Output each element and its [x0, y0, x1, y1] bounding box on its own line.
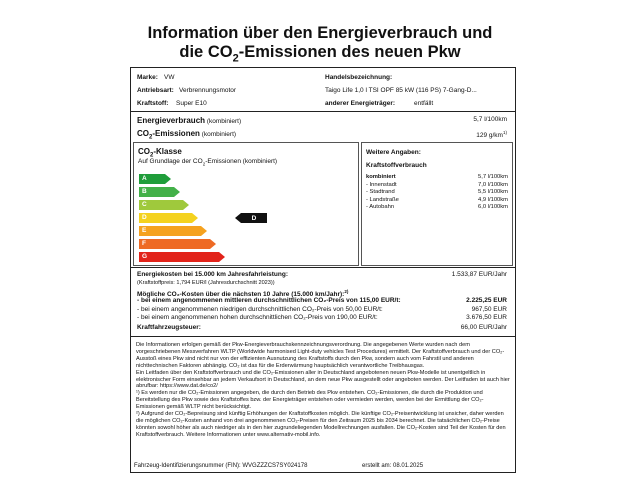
weitere-sub: Kraftstoffverbrauch: [366, 162, 427, 169]
divider-2: [131, 267, 515, 268]
co2-label: [137, 129, 200, 141]
co2-kosten-sup: 2): [344, 289, 349, 294]
co2-class-sub-pre: Auf Grundlage der CO: [138, 158, 203, 165]
weitere-row-value: 5,5 l/100km: [478, 189, 508, 195]
co2-class-heading-sub: 2: [150, 152, 154, 159]
kraftstoff-value: Super E10: [176, 100, 207, 107]
erstellt-row: [362, 462, 423, 470]
fin-value: WVGZZZCS7SY024178: [242, 463, 308, 469]
hoch-value: 3.676,50 EUR: [466, 314, 507, 321]
weitere-row-value: 6,0 l/100km: [478, 204, 508, 210]
weitere-heading: Weitere Angaben:: [366, 149, 421, 156]
co2-class-letter-d: D: [142, 214, 147, 221]
title-co2-post: -Emissionen des neuen Pkw: [238, 43, 461, 61]
energiekosten-sub: (Kraftstoffpreis: 1,794 EUR/l (Jahresdurchschnitt 2023)): [137, 280, 275, 286]
co2-note: (kombiniert): [201, 131, 237, 138]
co2-kosten-label: Mögliche CO₂-Kosten über die nächsten 10 Jahre (15.000 km/Jahr):: [137, 291, 345, 299]
energy-value: 5,7 l/100km: [473, 116, 507, 123]
antrieb-value: Verbrennungsmotor: [179, 87, 237, 94]
co2-class-sub-sub: 2: [202, 161, 206, 167]
co2-label-post: -Emissionen: [152, 129, 200, 138]
co2-class-bar-c: [139, 200, 189, 210]
co2-label-pre: CO: [137, 129, 149, 138]
andere-label: anderer Energieträger:: [325, 100, 396, 107]
weitere-row-value: 4,9 l/100km: [478, 196, 508, 203]
divider-3: [131, 336, 515, 337]
co2-class-bar-d: [139, 213, 198, 223]
hoch-label: - bei einem angenommenen hohen durchschnittlichen CO₂-Preis von 190,00 EUR/t:: [137, 314, 378, 321]
co2-class-sub-post: -Emissionen (kombiniert): [205, 158, 278, 165]
weitere-row-value: 7,0 l/100km: [478, 181, 508, 188]
andere-value: entfällt: [414, 100, 434, 107]
handel-value: Taigo Life 1,0 l TSI OPF 85 kW (116 PS) 7-Gang-D...: [325, 87, 477, 94]
mittel-label: - bei einem angenommenen mittleren durchschnittlichen CO₂-Preis von 115,00 EUR/t:: [137, 297, 401, 304]
erstellt-value: 08.01.2025: [393, 463, 424, 469]
energy-note: (kombiniert): [206, 118, 242, 125]
note-3: ¹) Es werden nur die CO₂-Emissionen angegeben, die durch den Betrieb des Pkw entstehen. CO₂-Emissionen, die durch die Produktion und Bereitstellung des Pkw sowie des Kraftstoffes bzw. der Energieträger entstehen oder vermieden werden, werden bei der Ermittlung der CO₂-Emissionen gemäß WLTP nicht berücksichtigt.: [136, 390, 484, 411]
co2-value-wrap: [476, 129, 507, 140]
co2-row: [137, 129, 236, 143]
energiekosten-label: Energiekosten bei 15.000 km Jahresfahrleistung:: [137, 271, 289, 278]
mittel-value: 2.225,25 EUR: [466, 297, 507, 304]
energy-label: Energieverbrauch: [137, 116, 206, 125]
co2-sup: 1): [502, 130, 507, 135]
note-4: ²) Aufgrund der CO₂-Bepreisung sind künftig Erhöhungen der Kraftstoffkosten möglich. Die künftige CO₂-Preisentwicklung ist unsicher, daher werden die möglichen CO₂-Kosten anhand von drei angenommenen CO₂-Preisen für den Zeitraum 2025 bis 2034 berechnet. Die tatsächlichen CO₂-Preise könnten sowohl höher als auch niedriger als in den hier zugrundeliegenden Modellrechnungen ausfallen. Die CO₂-Kosten sind Teil der Kosten für den Kraftstoffverbrauch. Weitere Informationen unter www.alternativ-mobil.info.: [136, 411, 506, 438]
co2-label-sub: 2: [149, 134, 153, 141]
weitere-row-label: - Landstraße: [366, 196, 399, 203]
page-title: [0, 24, 640, 68]
title-line-1: Information über den Energieverbrauch und: [147, 24, 493, 42]
co2-value: 129 g/km: [476, 132, 503, 140]
co2-class-bar-e: [139, 226, 207, 236]
co2-class-letter-c: C: [142, 201, 147, 208]
co2-class-sub: [138, 158, 277, 168]
title-co2-pre: die CO: [179, 43, 233, 61]
current-class-label: D: [241, 213, 267, 223]
divider-1: [131, 111, 515, 112]
co2-class-letter-g: G: [142, 253, 148, 260]
handel-label: Handelsbezeichnung:: [325, 74, 393, 81]
co2-class-letter-e: E: [142, 227, 147, 234]
fin-label: Fahrzeug-Identifizierungsnummer (FIN):: [134, 463, 241, 469]
marke-label: Marke:: [137, 74, 158, 81]
co2-class-heading-post: -Klasse: [153, 147, 182, 156]
co2-class-bar-b: [139, 187, 180, 197]
weitere-box: [361, 142, 513, 266]
steuer-value: 66,00 EUR/Jahr: [460, 324, 507, 331]
antrieb-label: Antriebsart:: [137, 87, 174, 94]
weitere-row-label: - Innenstadt: [366, 181, 397, 188]
co2-class-letter-f: F: [142, 240, 146, 247]
note-2: Ein Leitfaden über den Kraftstoffverbrauch und die CO₂-Emissionen aller in Deutschland angebotenen neuen Pkw-Modelle ist unentgeltlich in elektronischer Form einsehbar an jedem Verkaufsort in Deutschland, an dem neue Pkw ausgestellt oder angeboten werden. Der Leitfaden ist auch hier abrufbar: https://www.dat.de/co2/: [136, 369, 510, 390]
steuer-label: Kraftfahrzeugsteuer:: [137, 324, 201, 331]
erstellt-label: erstellt am:: [362, 463, 392, 469]
co2-class-heading-pre: CO: [138, 147, 150, 156]
title-co2-sub: 2: [232, 52, 239, 65]
co2-class-letter-a: A: [142, 175, 147, 182]
niedrig-value: 967,50 EUR: [471, 306, 507, 313]
energiekosten-value: 1.533,87 EUR/Jahr: [451, 271, 507, 278]
fin-row: [134, 462, 307, 470]
energy-row: [137, 116, 241, 126]
kraftstoff-label: Kraftstoff:: [137, 100, 169, 107]
weitere-row-value: 5,7 l/100km: [478, 174, 508, 180]
co2-class-letter-b: B: [142, 188, 147, 195]
note-1: Die Informationen erfolgen gemäß der Pkw-Energieverbrauchskennzeichnungsverordnung. Die angegebenen Werte wurden nach dem vorgeschriebenen Messverfahren WLTP (Worldwide harmonised Light-duty vehicles Test Procedures) ermittelt. Der Kraftstoffverbrauch und der CO₂-Ausstoß eines Pkw sind nicht nur von der effizienten Ausnutzung des Kraftstoffs durch den Pkw, sondern auch vom Fahrstil und anderen nichttechnischen Faktoren abhängig. CO₂ ist das für die Erderwärmung hauptsächlich verantwortliche Treibhausgas.: [136, 342, 505, 369]
title-line-2: [0, 43, 640, 68]
weitere-row-label: - Autobahn: [366, 204, 395, 210]
legal-notes: [136, 342, 510, 439]
co2-class-bar-a: [139, 174, 171, 184]
niedrig-label: - bei einem angenommenen niedrigen durchschnittlichen CO₂-Preis von 50,00 EUR/t:: [137, 306, 383, 313]
marke-value: VW: [164, 74, 175, 81]
current-class-marker: [235, 213, 267, 223]
weitere-row-label: - Stadtrand: [366, 189, 395, 195]
co2-class-bar-f: [139, 239, 216, 249]
weitere-row-label: kombiniert: [366, 174, 396, 180]
co2-class-bar-g: [139, 252, 225, 262]
